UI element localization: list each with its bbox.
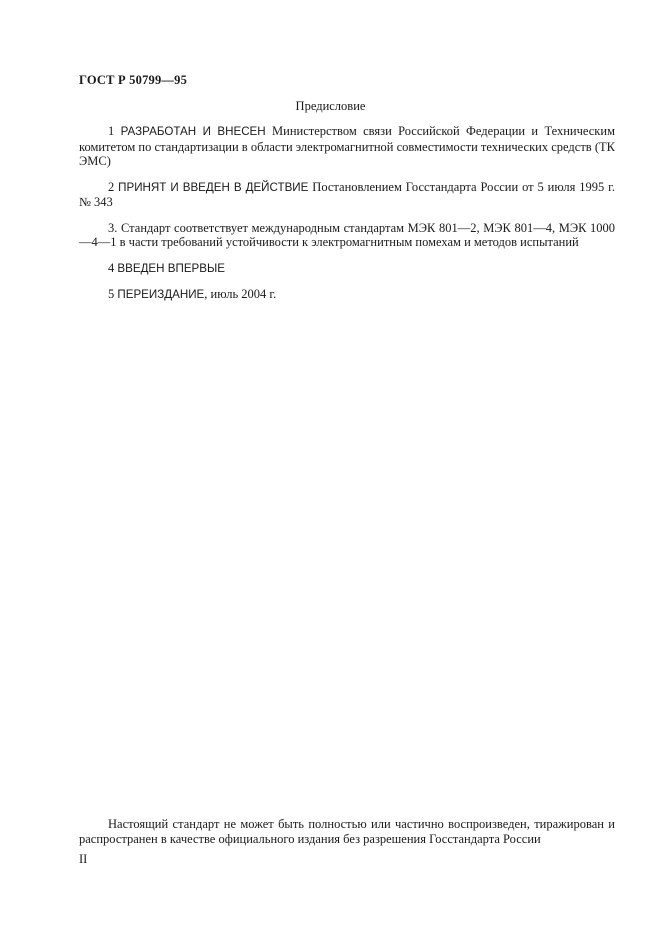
item-number: 5 (108, 287, 115, 301)
page-number: II (79, 852, 88, 866)
item-text: , июль 2004 г. (204, 287, 277, 301)
document-code: ГОСТ Р 50799—95 (79, 73, 188, 87)
copyright-notice: Настоящий стандарт не может быть полностью или частично воспроизведен, тиражирован и распространен в качестве официального издания без разрешения Госстандарта России (79, 817, 615, 846)
foreword-item-3 (79, 221, 615, 250)
item-number: 3. (108, 220, 118, 235)
item-text: Постановлением Госстандарта России от 5 июля 1995 г. № 343 (79, 179, 616, 209)
foreword-item-4 (79, 261, 615, 277)
item-number: 2 (108, 179, 115, 194)
item-text: Стандарт соответствует международным стандартам МЭК 801—2, МЭК 801—4, МЭК 1000—4—1 в части требований устойчивости к электромагнитным помехам и методов испытаний (79, 220, 616, 249)
item-lead: ВВЕДЕН ВПЕРВЫЕ (117, 261, 226, 275)
item-number: 4 (108, 260, 115, 275)
foreword-content (79, 124, 615, 314)
foreword-item-5 (79, 287, 615, 303)
item-lead: ПЕРЕИЗДАНИЕ (117, 288, 205, 301)
foreword-item-1 (79, 124, 615, 169)
item-text: Министерством связи Российской Федерации и Техническим комитетом по стандартизации в области электромагнитной совместимости технических средств (ТК ЭМС) (79, 124, 615, 168)
item-lead: ПРИНЯТ И ВВЕДЕН В ДЕЙСТВИЕ (118, 180, 309, 194)
foreword-item-2 (79, 180, 615, 210)
item-number: 1 (108, 124, 115, 138)
item-lead: РАЗРАБОТАН И ВНЕСЕН (120, 125, 266, 138)
section-title: Предисловие (295, 99, 366, 113)
